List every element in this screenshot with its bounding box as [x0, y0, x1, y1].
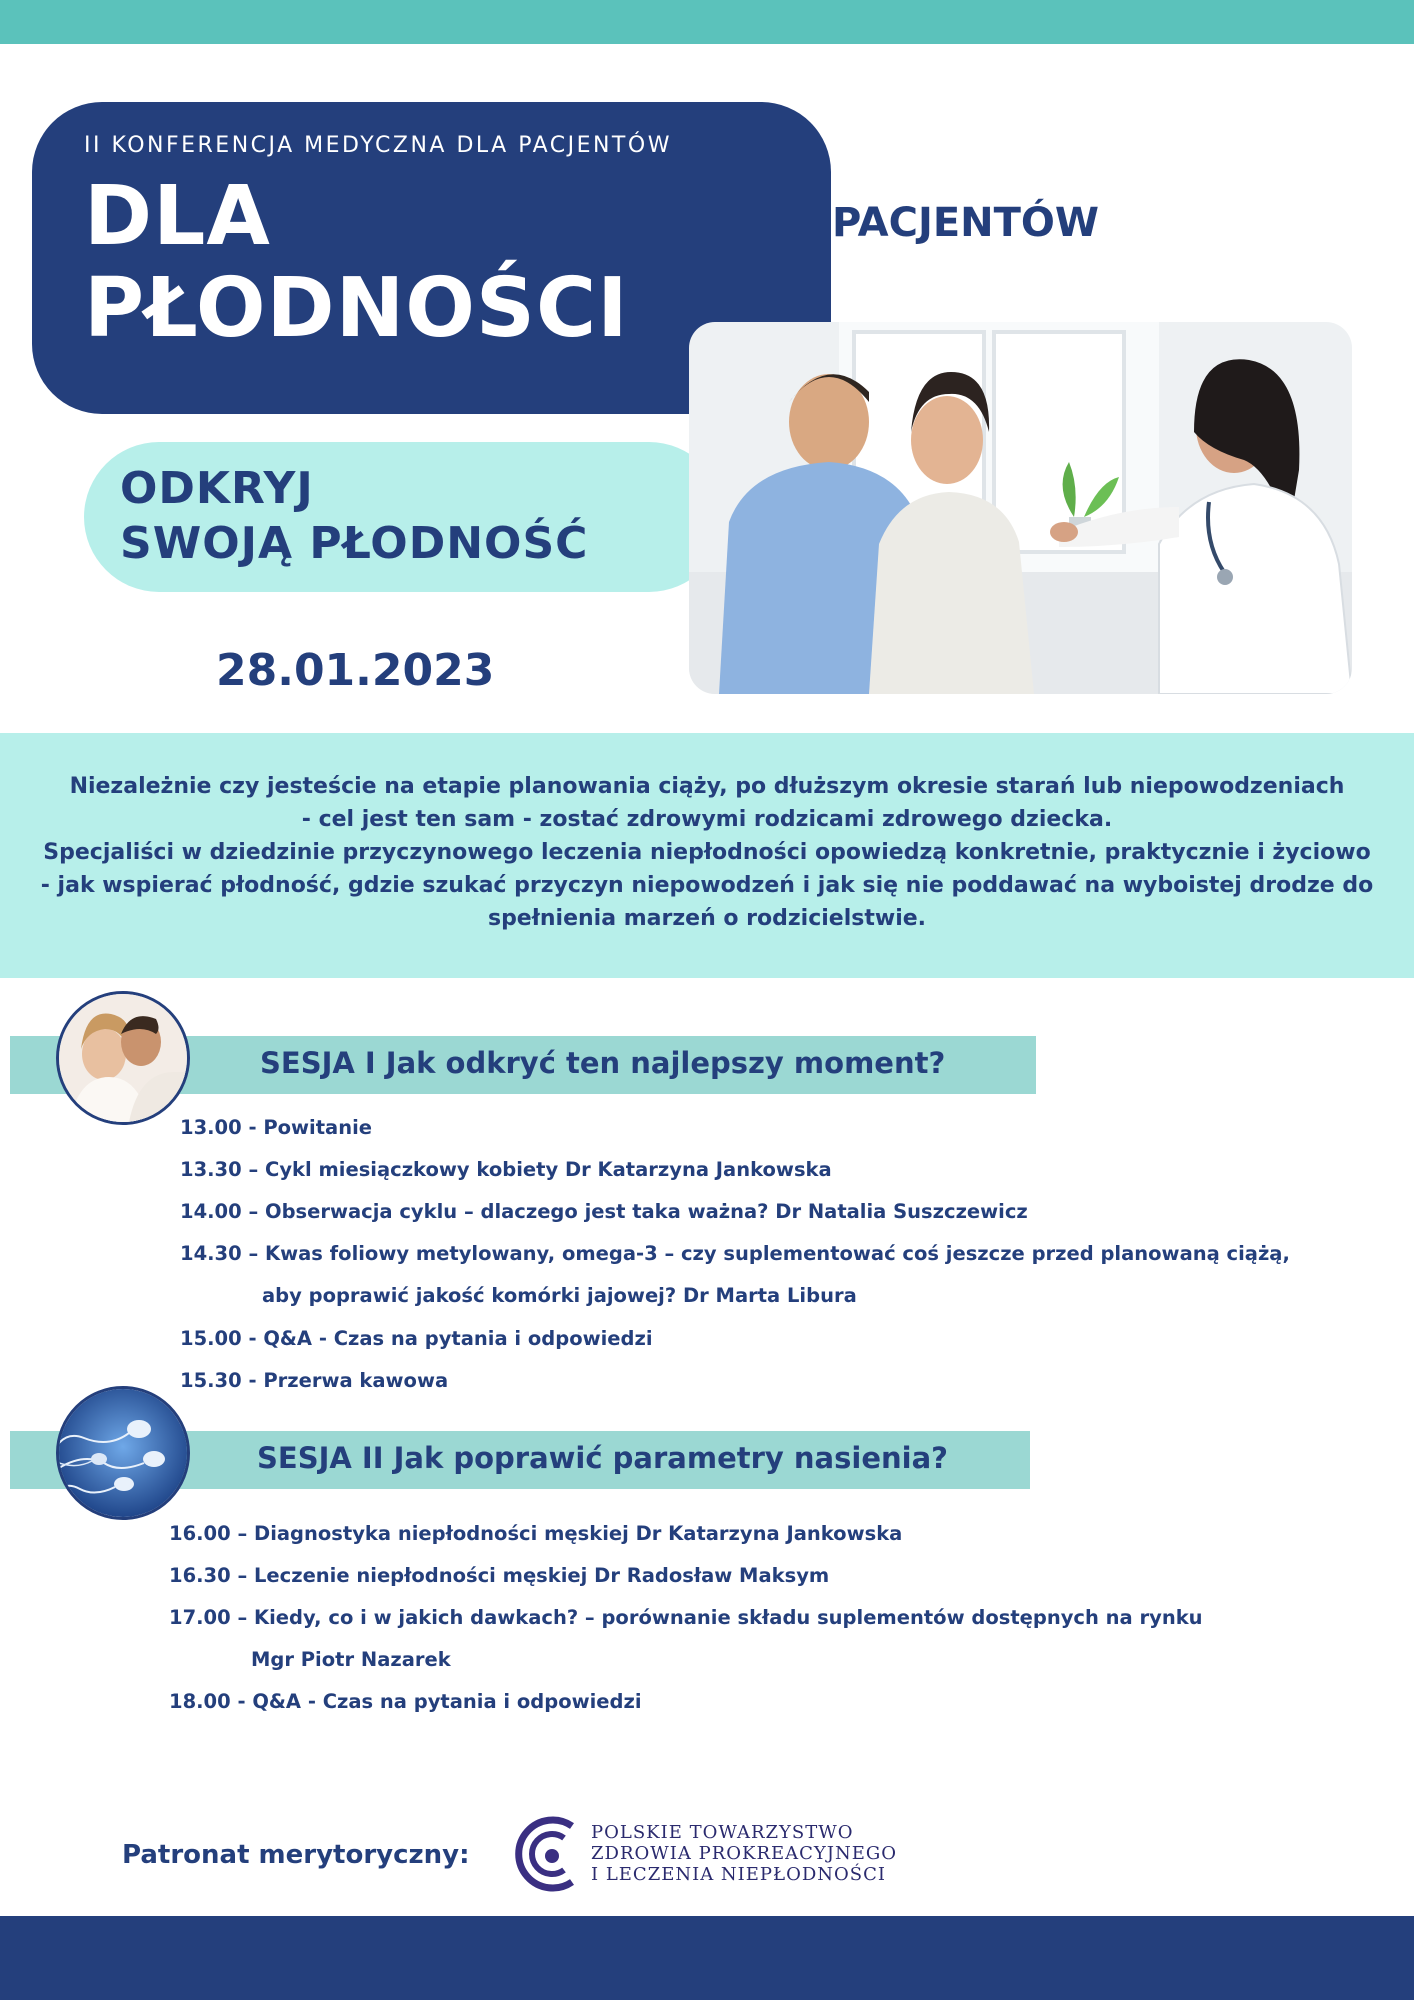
- intro-line: - jak wspierać płodność, gdzie szukać przyczyn niepowodzeń i jak się nie poddawać na wyboistej drodze do: [40, 873, 1374, 898]
- society-logo-icon: [514, 1814, 584, 1894]
- logo-line: ZDROWIA PROKREACYJNEGO: [591, 1843, 898, 1864]
- intro-line: Niezależnie czy jesteście na etapie planowania ciąży, po dłuższym okresie starań lub niepowodzeniach: [69, 774, 1345, 799]
- conference-kicker: II KONFERENCJA MEDYCZNA DLA PACJENTÓW: [84, 133, 672, 158]
- intro-line: - cel jest ten sam - zostać zdrowymi rodzicami zdrowego dziecka.: [301, 807, 1113, 832]
- intro-line: Specjaliści w dziedzinie przyczynowego leczenia niepłodności opowiedzą konkretnie, praktycznie i życiowo: [43, 840, 1371, 865]
- subtitle-line-1: ODKRYJ: [120, 463, 314, 514]
- session-1-item: 14.00 – Obserwacja cyklu – dlaczego jest taka ważna? Dr Natalia Suszczewicz: [180, 1200, 1028, 1223]
- patronage-label: Patronat merytoryczny:: [122, 1840, 470, 1870]
- header-ghost-text: PACJENTÓW: [832, 200, 1100, 246]
- session-1-item-continued: aby poprawić jakość komórki jajowej? Dr Marta Libura: [262, 1284, 857, 1307]
- hero-photo-couple-with-doctor: [689, 322, 1352, 694]
- bottom-accent-bar: [0, 1916, 1414, 2000]
- session-1-item: 14.30 – Kwas foliowy metylowany, omega-3 – czy suplementować coś jeszcze przed planowaną ciążą,: [180, 1242, 1290, 1265]
- session-1-item: 13.30 – Cykl miesiączkowy kobiety Dr Katarzyna Jankowska: [180, 1158, 832, 1181]
- intro-text: [14, 770, 1400, 935]
- session-1-item: 15.00 - Q&A - Czas na pytania i odpowiedzi: [180, 1327, 653, 1350]
- session-2-item: 16.00 – Diagnostyka niepłodności męskiej Dr Katarzyna Jankowska: [169, 1522, 903, 1545]
- logo-line: POLSKIE TOWARZYSTWO: [591, 1822, 854, 1843]
- session-1-couple-photo: [56, 991, 190, 1125]
- session-2-item-continued: Mgr Piotr Nazarek: [251, 1648, 451, 1671]
- event-date: 28.01.2023: [216, 645, 495, 696]
- session-1-item: 15.30 - Przerwa kawowa: [180, 1369, 449, 1392]
- session-1-title: SESJA I Jak odkryć ten najlepszy moment?: [260, 1046, 946, 1080]
- intro-line: spełnienia marzeń o rodzicielstwie.: [487, 906, 927, 931]
- subtitle-line-2: SWOJĄ PŁODNOŚĆ: [120, 518, 589, 569]
- session-2-item: 18.00 - Q&A - Czas na pytania i odpowiedzi: [169, 1690, 642, 1713]
- session-2-item: 17.00 – Kiedy, co i w jakich dawkach? – porównanie składu suplementów dostępnych na rynku: [169, 1606, 1203, 1629]
- session-2-title: SESJA II Jak poprawić parametry nasienia?: [257, 1441, 948, 1475]
- logo-line: I LECZENIA NIEPŁODNOŚCI: [591, 1864, 886, 1885]
- session-2-item: 16.30 – Leczenie niepłodności męskiej Dr Radosław Maksym: [169, 1564, 830, 1587]
- title-line-1: DLA: [84, 169, 271, 264]
- session-1-item: 13.00 - Powitanie: [180, 1116, 373, 1139]
- session-2-sperm-illustration: [56, 1386, 190, 1520]
- title-line-2: PŁODNOŚCI: [84, 261, 629, 356]
- top-accent-bar: [0, 0, 1414, 44]
- society-logo-text: [591, 1822, 897, 1885]
